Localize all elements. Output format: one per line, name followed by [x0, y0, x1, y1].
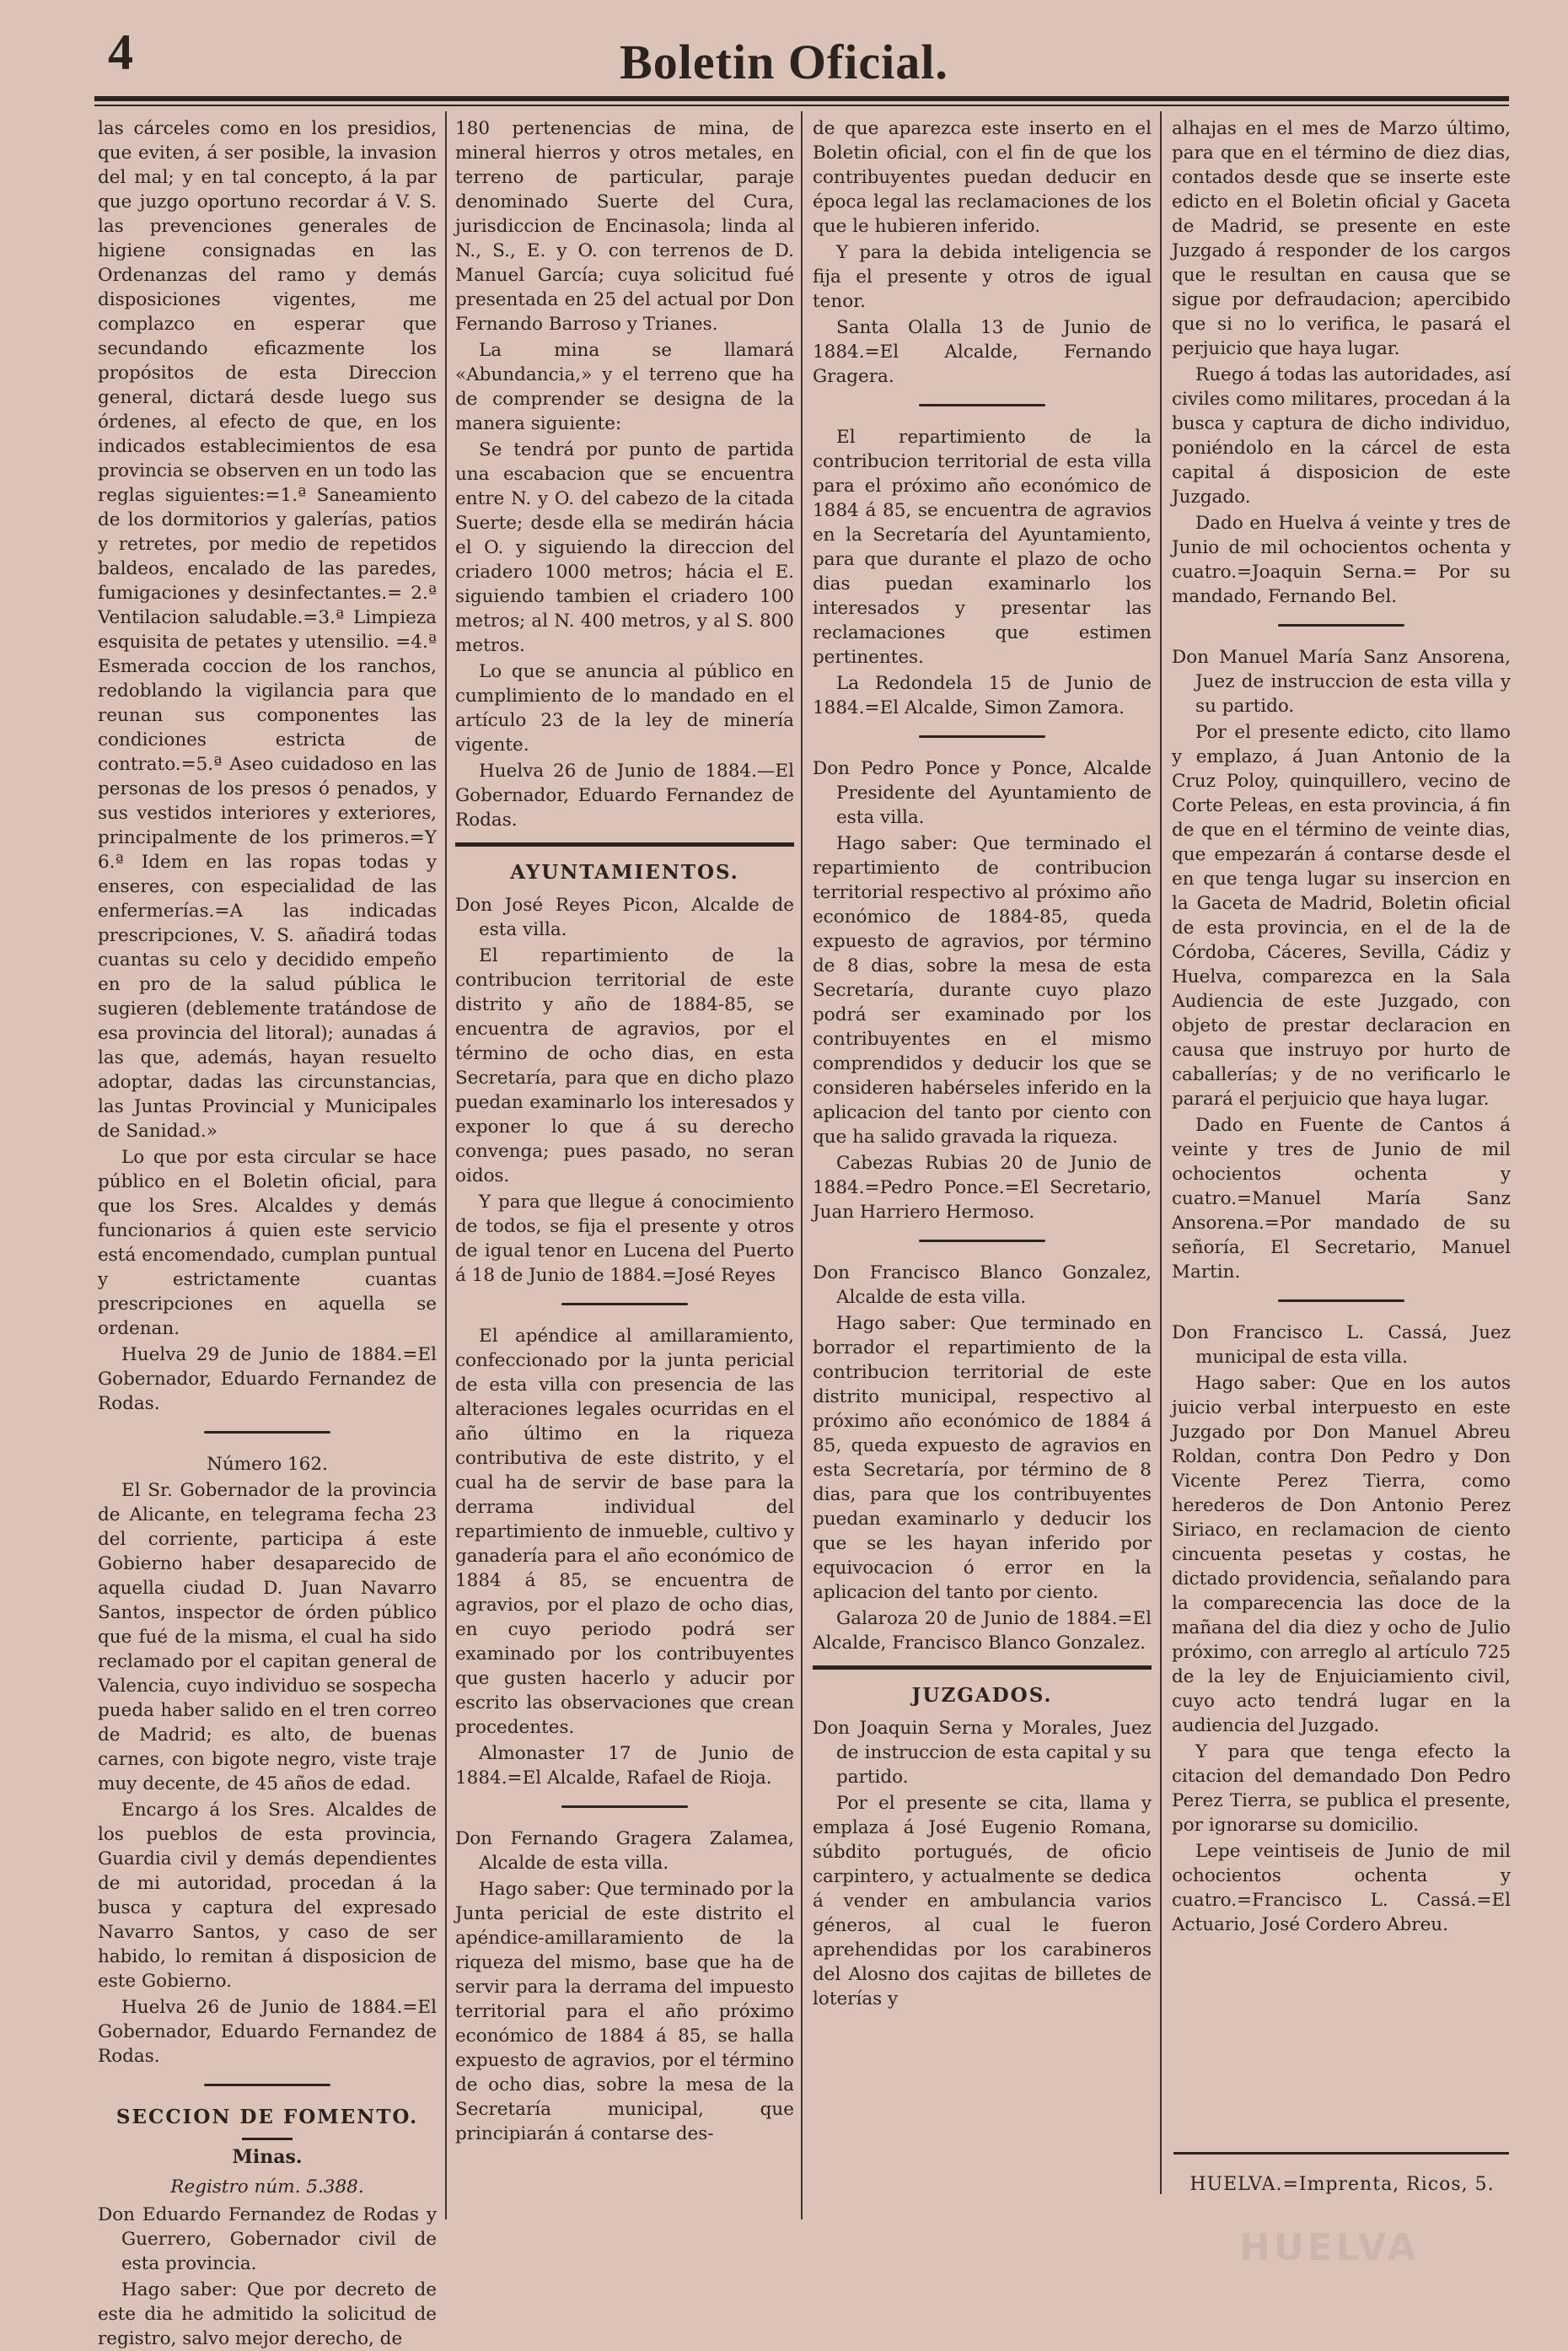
page-number: 4 [108, 24, 133, 80]
paragraph: Huelva 29 de Junio de 1884.=El Gobernador, Eduardo Fernandez de Rodas. [98, 1344, 437, 1414]
masthead-title: Boletin Oficial. [620, 35, 948, 89]
paragraph: Hago saber: Que terminado por la Junta pericial de este distrito el apéndice-amillaramiento de la riqueza del mismo, base que ha de servir para la derrama del impuesto territorial para el año próximo económico de 1884 á 85, se halla expuesto de agravios, por el término de ocho dias, sobre la mesa de la Secretaría municipal, que principiarán á contarse des- [455, 1879, 794, 2144]
paragraph: Dado en Fuente de Cantos á veinte y tres de Junio de mil ochocientos ochenta y cuatro.=Manuel María Sanz Ansorena.=Por mandado de su señoría, El Secretario, Manuel Martin. [1172, 1115, 1511, 1283]
column-divider [445, 111, 447, 2219]
paragraph: Don José Reyes Picon, Alcalde de esta villa. [455, 895, 794, 940]
section-divider [1278, 624, 1404, 627]
paragraph: Don Joaquin Serna y Morales, Juez de instruccion de esta capital y su partido. [813, 1718, 1152, 1788]
printer-imprint: HUELVA.=Imprenta, Ricos, 5. [1189, 2174, 1495, 2195]
paragraph: Huelva 26 de Junio de 1884.—El Gobernador, Eduardo Fernandez de Rodas. [455, 761, 794, 831]
subsection-heading: Minas. [232, 2146, 303, 2168]
section-divider [919, 404, 1045, 406]
paragraph: alhajas en el mes de Marzo último, para que en el término de diez dias, contados desde que se inserte este edicto en el Boletin oficial y Gaceta de Madrid, se presente en este Juzgado á responder de los cargos que le resultan en causa que se sigue por defraudacion; apercibido que si no lo verifica, le pasará el perjuicio que haya lugar. [1172, 118, 1511, 359]
paragraph: Y para que tenga efecto la citacion del demandado Don Pedro Perez Tierra, se publica el presente, por ignorarse su domicilio. [1172, 1741, 1511, 1836]
footer-rule [1173, 2152, 1509, 2155]
paragraph: Santa Olalla 13 de Junio de 1884.=El Alcalde, Fernando Gragera. [813, 317, 1152, 387]
section-divider [919, 1240, 1045, 1242]
section-heading: JUZGADOS. [911, 1684, 1053, 1707]
section-divider [1278, 1299, 1404, 1302]
paragraph: Y para la debida inteligencia se fija el presente y otros de igual tenor. [813, 242, 1152, 312]
section-rule [813, 1665, 1152, 1670]
section-divider [919, 735, 1045, 738]
paragraph: Lepe veintiseis de Junio de mil ochocientos ochenta y cuatro.=Francisco L. Cassá.=El Actuario, José Cordero Abreu. [1172, 1841, 1511, 1935]
column-divider [801, 111, 803, 2219]
paragraph: Lo que se anuncia al público en cumplimiento de lo mandado en el artículo 23 de la ley de minería vigente. [455, 661, 794, 756]
column-1 [98, 116, 437, 2349]
section-divider [204, 2084, 330, 2086]
section-divider [204, 1431, 330, 1434]
column-3 [813, 116, 1152, 2199]
paragraph: Y para que llegue á conocimiento de todos, se fija el presente y otros de igual tenor en Lucena del Puerto á 18 de Junio de 1884.=José Reyes [455, 1192, 794, 1286]
masthead-rule-thin [94, 105, 1509, 106]
paragraph: Galaroza 20 de Junio de 1884.=El Alcalde, Francisco Blanco Gonzalez. [813, 1608, 1152, 1654]
section-rule [455, 842, 794, 847]
masthead-rule [94, 96, 1509, 101]
paragraph: Lo que por esta circular se hace público en el Boletin oficial, para que los Sres. Alcaldes y demás funcionarios á quien este servicio está encomendado, cumplan puntual y estrictamente cuantas prescripciones en aquella se ordenan. [98, 1147, 437, 1339]
paragraph: Don Eduardo Fernandez de Rodas y Guerrero, Gobernador civil de esta provincia. [98, 2204, 437, 2274]
column-4 [1172, 116, 1511, 2199]
paragraph: Don Francisco L. Cassá, Juez municipal de esta villa. [1172, 1322, 1511, 1368]
section-divider [561, 1303, 688, 1305]
section-heading: SECCION DE FOMENTO. [115, 2106, 419, 2128]
paragraph: La Redondela 15 de Junio de 1884.=El Alcalde, Simon Zamora. [813, 673, 1152, 718]
paragraph: Ruego á todas las autoridades, así civiles como militares, procedan á la busca y captura de dicho individuo, poniéndolo en la cárcel de esta capital á disposicion de este Juzgado. [1172, 364, 1511, 508]
paragraph: Don Pedro Ponce y Ponce, Alcalde Presidente del Ayuntamiento de esta villa. [813, 758, 1152, 828]
paragraph: Cabezas Rubias 20 de Junio de 1884.=Pedro Ponce.=El Secretario, Juan Harriero Hermoso. [813, 1153, 1152, 1223]
ornament-rule [242, 2138, 293, 2140]
paragraph: El repartimiento de la contribucion territorial de esta villa para el próximo año económico de 1884 á 85, se encuentra de agravios en la Secretaría del Ayuntamiento, para que durante el plazo de ocho dias puedan examinarlo los interesados y presentar las reclamaciones que estimen pertinentes. [813, 427, 1152, 668]
paragraph: de que aparezca este inserto en el Boletin oficial, con el fin de que los contribuyentes puedan deducir en época legal las reclamaciones de los que le hubieren inferido. [813, 118, 1152, 237]
section-divider [561, 1805, 688, 1808]
registry-number: Registro núm. 5.388. [170, 2176, 364, 2198]
paragraph: Hago saber: Que por decreto de este dia he admitido la solicitud de registro, salvo mejor derecho, de [98, 2279, 437, 2349]
paragraph: Por el presente edicto, cito llamo y emplazo, á Juan Antonio de la Cruz Poloy, quinquillero, vecino de Corte Peleas, en esta provincia, á fin de que en el término de veinte dias, que empezarán á contarse desde el en que tenga lugar su insercion en la Gaceta de Madrid, Boletin oficial de esta provincia, en el de la de Córdoba, Cáceres, Sevilla, Cádiz y Huelva, comparezca en la Sala Audiencia de este Juzgado, con objeto de prestar declaracion en causa que instruyo por hurto de caballerías; y de no verificarlo le parará el perjuicio que haya lugar. [1172, 722, 1511, 1110]
paragraph: El repartimiento de la contribucion territorial de este distrito y año de 1884-85, se encuentra de agravios, por el término de ocho dias, en esta Secretaría, para que en dicho plazo puedan examinarlo los interesados y exponer lo que á su derecho convenga; pues pasado, no seran oidos. [455, 945, 794, 1186]
paragraph: las cárceles como en los presidios, que eviten, á ser posible, la invasion del mal; y en tal concepto, á la par que juzgo oportuno recordar á V. S. las prevenciones generales de higiene consignadas en las Ordenanzas del ramo y demás disposiciones vigentes, me complazco en esperar que secundando eficazmente los propósitos de esta Direccion general, dictará desde luego sus órdenes, al efecto de que, en los indicados establecimientos de esa provincia se observen en un todo las reglas siguientes:=1.ª Saneamiento de los dormitorios y galerías, patios y retretes, por medio de repetidos baldeos, encalado de las paredes, fumigaciones y desinfectantes.= 2.ª Ventilacion saludable.=3.ª Limpieza esquisita de petates y utensilio. =4.ª Esmerada coccion de los ranchos, redoblando la vigilancia para que reunan sus componentes las condiciones estricta de contrato.=5.ª Aseo cuidadoso en las personas de los presos ó penados, y sus vestidos interiores y exteriores, principalmente de los primeros.=Y 6.ª Idem en las ropas todas y enseres, con especialidad de las enfermerías.=A las indicadas prescripciones, V. S. añadirá todas cuantas su celo y decidido empeño en pro de la salud pública le sugieren (deblemente tratándose de esa provincia del litoral); aunadas á las que, además, hayan resuelto adoptar, dadas las circunstancias, las Juntas Provincial y Municipales de Sanidad.» [98, 118, 437, 1142]
paragraph: 180 pertenencias de mina, de mineral hierros y otros metales, en terreno de particular, paraje denominado Suerte del Cura, jurisdiccion de Encinasola; linda al N., S., E. y O. con terrenos de D. Manuel García; cuya solicitud fué presentada en 25 del actual por Don Fernando Barroso y Trianes. [455, 118, 794, 335]
paragraph: Huelva 26 de Junio de 1884.=El Gobernador, Eduardo Fernandez de Rodas. [98, 1997, 437, 2067]
paragraph: Hago saber: Que terminado en borrador el repartimiento de la contribucion territorial de este distrito municipal, respectivo al próximo año económico de 1884 á 85, queda expuesto de agravios en esta Secretaría, por término de 8 dias, para que los contribuyentes puedan examinarlo y deducir los que se les hayan inferido por equivocacion ó error en la aplicacion del tanto por ciento. [813, 1313, 1152, 1603]
paragraph: Hago saber: Que en los autos juicio verbal interpuesto en este Juzgado por Don Manuel Abreu Roldan, contra Don Pedro y Don Vicente Perez Tierra, como herederos de Don Antonio Perez Siriaco, en reclamacion de ciento cincuenta pesetas y costas, he dictado providencia, señalando para la comparecencia las doce de la mañana del dia diez y ocho de Julio próximo, con arreglo al artículo 725 de la ley de Enjuiciamiento civil, cuyo acto tendrá lugar en la audiencia del Juzgado. [1172, 1373, 1511, 1736]
paragraph: El apéndice al amillaramiento, confeccionado por la junta pericial de esta villa con presencia de las alteraciones legales ocurridas en el año último en la riqueza contributiva de este distrito, y el cual ha de servir de base para la derrama individual del repartimiento de inmueble, cultivo y ganadería para el año económico de 1884 á 85, se encuentra de agravios, por el plazo de ocho dias, en cuyo periodo podrá ser examinado por los contribuyentes que gusten hacerlo y aducir por escrito las observaciones que crean procedentes. [455, 1326, 794, 1738]
library-watermark: HUELVA [1239, 2226, 1420, 2269]
column-divider [1160, 111, 1162, 2194]
paragraph: Almonaster 17 de Junio de 1884.=El Alcalde, Rafael de Rioja. [455, 1743, 794, 1789]
paragraph: El Sr. Gobernador de la provincia de Alicante, en telegrama fecha 23 del corriente, participa á este Gobierno haber desaparecido de aquella ciudad D. Juan Navarro Santos, inspector de órden público que fué de la misma, el cual ha sido reclamado por el capitan general de Valencia, cuyo individuo se sospecha pueda haber salido en el tren correo de Madrid; es alto, de buenas carnes, con bigote negro, viste traje muy decente, de 45 años de edad. [98, 1480, 437, 1794]
paragraph: Don Francisco Blanco Gonzalez, Alcalde de esta villa. [813, 1262, 1152, 1308]
paragraph: Se tendrá por punto de partida una escabacion que se encuentra entre N. y O. del cabezo de la citada Suerte; desde ella se medirán hácia el O. y siguiendo la direccion del criadero 1000 metros; hácia el E. siguiendo tambien el criadero 100 metros; al N. 400 metros, y al S. 800 metros. [455, 439, 794, 656]
paragraph: Número 162. [207, 1454, 328, 1475]
section-heading: AYUNTAMIENTOS. [510, 861, 739, 884]
paragraph: Don Manuel María Sanz Ansorena, Juez de instruccion de esta villa y su partido. [1172, 647, 1511, 717]
paragraph: Hago saber: Que terminado el repartimiento de contribucion territorial respectivo al próximo año económico de 1884-85, queda expuesto de agravios, por término de 8 dias, sobre la mesa de esta Secretaría, durante cuyo plazo podrá ser examinado por los contribuyentes en el mismo comprendidos y deducir los que se consideren habérseles inferido en la aplicacion del tanto por ciento con que ha salido gravada la riqueza. [813, 833, 1152, 1148]
column-2 [455, 116, 794, 2199]
paragraph: Por el presente se cita, llama y emplaza á José Eugenio Romana, súbdito portugués, de oficio carpintero, y actualmente se dedica á vender en ambulancia varios géneros, al cual le fueron aprehendidas por los carabineros del Alosno dos cajitas de billetes de loterías y [813, 1793, 1152, 2009]
paragraph: Encargo á los Sres. Alcaldes de los pueblos de esta provincia, Guardia civil y demás dependientes de mi autoridad, procedan á la busca y captura del expresado Navarro Santos, y caso de ser habido, lo remitan á disposicion de este Gobierno. [98, 1800, 437, 1992]
paragraph: Don Fernando Gragera Zalamea, Alcalde de esta villa. [455, 1828, 794, 1874]
paragraph: La mina se llamará «Abundancia,» y el terreno que ha de comprender se designa de la manera siguiente: [455, 340, 794, 434]
paragraph: Dado en Huelva á veinte y tres de Junio de mil ochocientos ochenta y cuatro.=Joaquin Serna.= Por su mandado, Fernando Bel. [1172, 513, 1511, 607]
